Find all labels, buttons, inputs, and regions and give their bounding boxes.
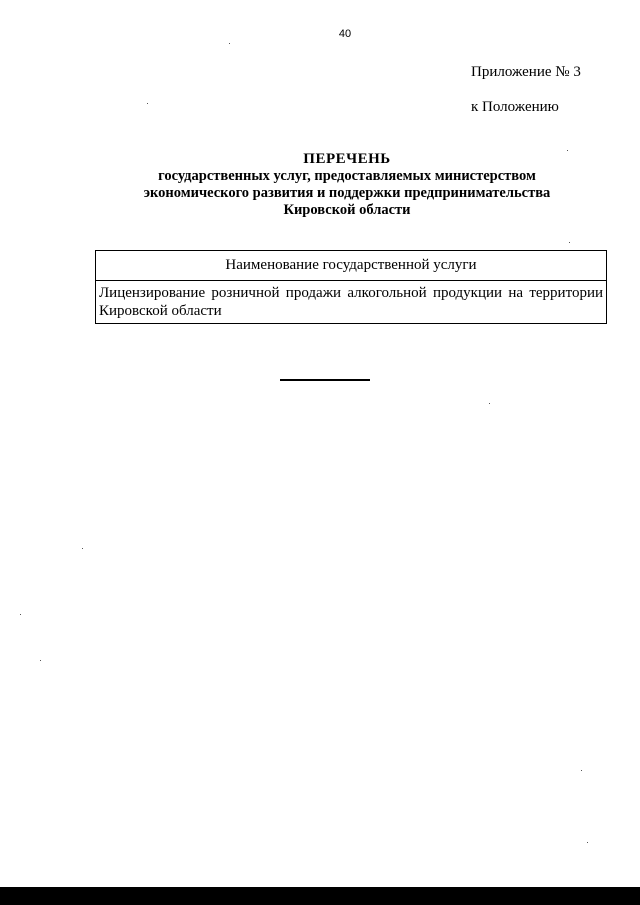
title-line-3: Кировской области	[283, 202, 411, 218]
scan-speck	[581, 770, 582, 771]
scan-speck	[587, 842, 588, 843]
scan-speck	[229, 43, 230, 44]
scan-border-bar	[0, 887, 640, 905]
table-row	[96, 281, 607, 324]
scan-speck	[40, 660, 41, 661]
scan-speck	[20, 614, 21, 615]
scan-speck	[147, 103, 148, 104]
title-line-1: государственных услуг, предоставляемых министерством	[158, 168, 536, 184]
page-number: 40	[338, 28, 352, 40]
scan-speck	[567, 150, 568, 151]
services-table	[95, 250, 607, 324]
title-line-2: экономического развития и поддержки предпринимательства	[143, 185, 551, 201]
scan-speck	[82, 548, 83, 549]
title-heading: ПЕРЕЧЕНЬ	[303, 151, 391, 167]
scan-speck	[489, 403, 490, 404]
document-title	[92, 151, 602, 219]
table-cell-service: Лицензирование розничной продажи алкогольной продукции на территории Кировской области	[96, 281, 607, 324]
table-header-cell: Наименование государственной услуги	[96, 251, 607, 281]
appendix-label: Приложение № 3	[471, 64, 581, 80]
table-header-row	[96, 251, 607, 281]
end-separator-line	[280, 379, 370, 381]
appendix-reference: к Положению	[471, 99, 559, 115]
scan-speck	[569, 242, 570, 243]
